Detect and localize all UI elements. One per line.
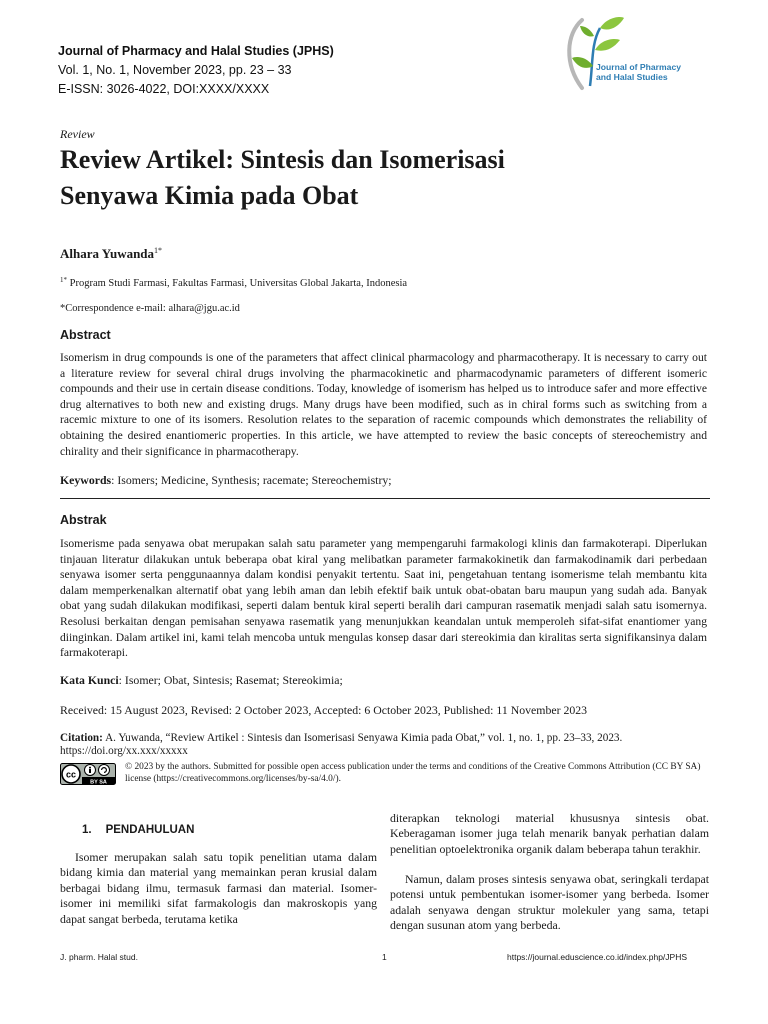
correspondence-email: *Correspondence e-mail: alhara@jgu.ac.id [60,303,240,314]
journal-name: Journal of Pharmacy and Halal Studies (JPHS) [58,44,334,58]
title-line-2: Senyawa Kimia pada Obat [60,181,359,210]
author-text: Alhara Yuwanda [60,246,155,261]
citation-label: Citation: [60,732,103,744]
footer-page-number: 1 [382,952,387,962]
journal-volume: Vol. 1, No. 1, November 2023, pp. 23 – 33 [58,63,292,77]
article-dates: Received: 15 August 2023, Revised: 2 October 2023, Accepted: 6 October 2023, Published: 11 November 2023 [60,703,588,717]
affiliation-superscript: 1* [60,276,67,284]
cc-by-sa-badge-icon[interactable] [60,763,116,785]
author-superscript: 1* [154,246,163,255]
author-name [60,246,162,262]
logo-line-2: and Halal Studies [596,71,668,82]
license-text: © 2023 by the authors. Submitted for possible open access publication under the terms and conditions of the Creative Commons Attribution (CC BY SA) license (https://creativecommons.org/licenses/by-sa/4.0/). [125,762,701,784]
section-heading [82,824,194,836]
citation [60,732,710,758]
journal-logo [560,14,710,102]
journal-issn: E-ISSN: 3026-4022, DOI:XXXX/XXXX [58,82,270,96]
logo-text [596,63,681,82]
footer-url[interactable]: https://journal.eduscience.co.id/index.php/JPHS [507,952,688,962]
section-number: 1. [82,824,92,836]
affiliation-text: Program Studi Farmasi, Fakultas Farmasi, Universitas Global Jakarta, Indonesia [67,278,408,289]
abstrak-text: Isomerisme pada senyawa obat merupakan salah satu parameter yang mempengaruhi farmakologi klinis dan farmakoterapi. Diperlukan tinjauan literatur dilakukan untuk beberapa obat kiral yang melibatkan parameter farmakokinetik dan farmakodinamik dari perbedaan senyawa isomer serta penggunaannya dalam kondisi penyakit tertentu. Saat ini, pengetahuan tentang isomerisme telah membantu kita dalam memperkenalkan alternatif obat yang lebih aman dan lebih efektif baik untuk obat-obatan baru maupun yang sudah ada. Banyak obat yang sudah dilakukan modifikasi, seperti dalam bentuk kiral seperti beralih dari campuran rasematik menjadi salah satu isomernya. Resolusi berkaitan dengan pemisahan senyawa rasematik yang menunjukkan keandalan untuk memperoleh sifat-sifat enantiomer yang diinginkan. Dalam artikel ini, kami telah mencoba untuk mengulas konsep dasar dari stereokimia dan kiralitas serta signifikansinya dalam farmakoterapi. [60,537,707,660]
kata-kunci-text: : Isomer; Obat, Sintesis; Rasemat; Stereokimia; [118,673,343,687]
section-title: PENDAHULUAN [105,824,195,836]
svg-text:cc: cc [65,769,77,780]
kata-kunci-label: Kata Kunci [60,673,119,687]
section-divider [60,498,710,499]
abstract-text: Isomerism in drug compounds is one of the parameters that affect clinical pharmacology and pharmacotherapy. It is necessary to carry out a literature review for several chiral drugs involving the pharmacokinetic and pharmacodynamic parameters of different isomeric compounds and their use in certain disease conditions. Today, knowledge of isomerism has helped us to introduce safer and more effective drug alternatives to both new and existing drugs. Many drugs have been modified, such as in chiral forms such as switching from a racemic mixture to one of its isomers. Resolution relates to the separation of racemic compounds which demonstrates the reliability of obtaining the desired enantiomeric properties. In this article, we have attempted to review the basic concepts of stereochemistry and chirality and their significance in pharmacotherapy. [60,351,707,458]
keywords-text: : Isomers; Medicine, Synthesis; racemate; Stereochemistry; [111,473,392,487]
journal-header [58,42,334,99]
article-type-label: Review [60,127,95,141]
logo-line-1: Journal of Pharmacy [596,62,682,72]
keywords [60,473,392,488]
body-right-paragraph-2: Namun, dalam proses sintesis senyawa obat, seringkali terdapat potensi untuk pembentukan isomer-isomer yang berbeda. Isomer adalah senyawa dengan struktur molekuler yang sama, tetapi dengan susunan atom yang berbeda. [390,872,709,933]
title-line-1: Review Artikel: Sintesis dan Isomerisasi [60,145,505,174]
keywords-label: Keywords [60,473,112,487]
citation-doi[interactable]: https://doi.org/xx.xxx/xxxxx [60,745,188,757]
kata-kunci [60,673,343,688]
article-title [60,142,680,214]
body-left-paragraph: Isomer merupakan salah satu topik penelitian utama dalam bidang kimia dan material yang memainkan peran krusial dalam berbagai bidang ilmu, termasuk farmasi dan material. Isomer-isomer ini memiliki sifat farmakologis dan makroskopis yang dapat sangat berbeda, terutama ketika [60,850,377,926]
abstract-heading: Abstract [60,328,111,342]
leaf-icon [600,17,624,30]
affiliation [60,276,407,289]
body-right-paragraph-1: diterapkan teknologi material khususnya sintesis obat. Keberagaman isomer juga telah menarik banyak perhatian dalam penelitian optoelektronika organik dalam beberapa tahun terakhir. [390,811,709,856]
svg-text:BY SA: BY SA [90,779,107,785]
footer-journal-abbrev: J. pharm. Halal stud. [60,952,138,962]
abstrak-heading: Abstrak [60,513,107,527]
citation-text: A. Yuwanda, “Review Artikel : Sintesis dan Isomerisasi Senyawa Kimia pada Obat,” vol. 1, no. 1, pp. 23–33, 2023. [102,732,623,744]
